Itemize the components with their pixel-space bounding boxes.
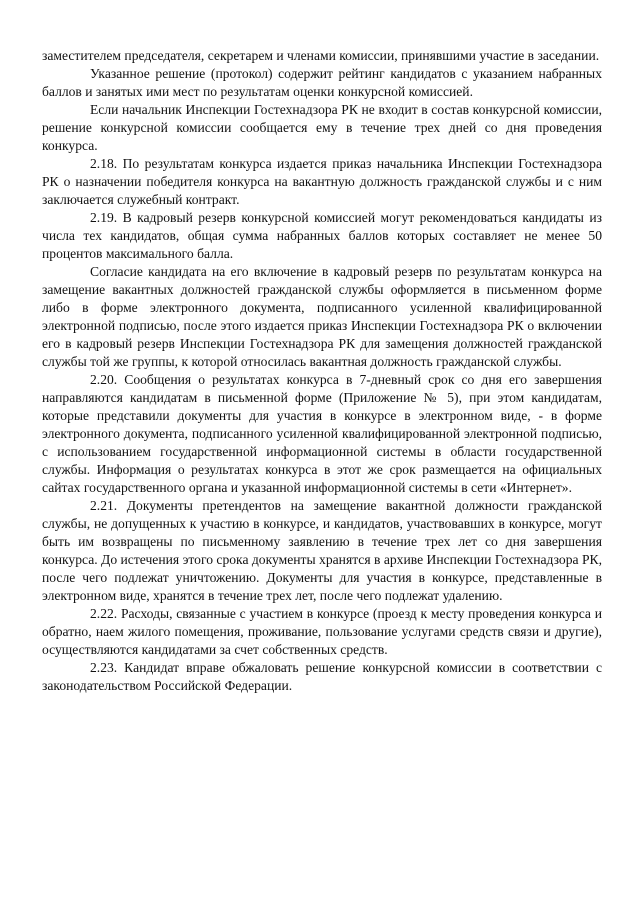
paragraph-2-18: 2.18. По результатам конкурса издается приказ начальника Инспекции Гостехнадзора РК о назначении победителя конкурса на вакантную должность гражданской службы и с ним заключается служебный контракт. [42,156,602,207]
paragraph-2-20: 2.20. Сообщения о результатах конкурса в 7-дневный срок со дня его завершения направляются кандидатам в письменной форме (Приложение № 5), при этом кандидатам, которые представили документы для участия в конкурсе в электронном виде, - в форме электронного документа, подписанного усиленной квалифицированной электронной подписью, с использованием государственной информационной системы в области государственной службы. Информация о результатах конкурса в этот же срок размещается на официальных сайтах государственного органа и указанной информационной системы в сети «Интернет». [42,372,602,495]
paragraph-1: заместителем председателя, секретарем и членами комиссии, принявшими участие в заседании. [42,48,600,63]
document-body [42,47,602,695]
paragraph-2-22: 2.22. Расходы, связанные с участием в конкурсе (проезд к месту проведения конкурса и обратно, наем жилого помещения, проживание, пользование услугами средств связи и другие), осуществляются кандидатами за счет собственных средств. [42,606,602,657]
paragraph-2-23: 2.23. Кандидат вправе обжаловать решение конкурсной комиссии в соответствии с законодательством Российской Федерации. [42,660,602,693]
paragraph-2-19: 2.19. В кадровый резерв конкурсной комиссией могут рекомендоваться кандидаты из числа тех кандидатов, общая сумма набранных баллов которых составляет не менее 50 процентов максимального балла. [42,210,602,261]
paragraph-2-19-consent: Согласие кандидата на его включение в кадровый резерв по результатам конкурса на замещение вакантных должностей гражданской службы оформляется в письменном форме либо в форме электронного документа, подписанного усиленной квалифицированной электронной подписью, после этого издается приказ Инспекции Гостехнадзора РК о включении его в кадровый резерв Инспекции Гостехнадзора РК для замещения должностей гражданской службы той же группы, к которой относилась вакантная должность гражданской службы. [42,264,602,369]
paragraph-2-21: 2.21. Документы претендентов на замещение вакантной должности гражданской службы, не допущенных к участию в конкурсе, и кандидатов, участвовавших в конкурсе, могут быть им возвращены по письменному заявлению в течение трех лет со дня завершения конкурса. До истечения этого срока документы хранятся в архиве Инспекции Гостехнадзора РК, после чего подлежат уничтожению. Документы для участия в конкурсе, представленные в электронном виде, хранятся в течение трех лет, после чего подлежат удалению. [42,498,602,603]
paragraph-3: Если начальник Инспекции Гостехнадзора РК не входит в состав конкурсной комиссии, решение конкурсной комиссии сообщается ему в течение трех дней со дня проведения конкурса. [42,102,602,153]
paragraph-2: Указанное решение (протокол) содержит рейтинг кандидатов с указанием набранных баллов и занятых ими мест по результатам оценки конкурсной комиссией. [42,66,602,99]
